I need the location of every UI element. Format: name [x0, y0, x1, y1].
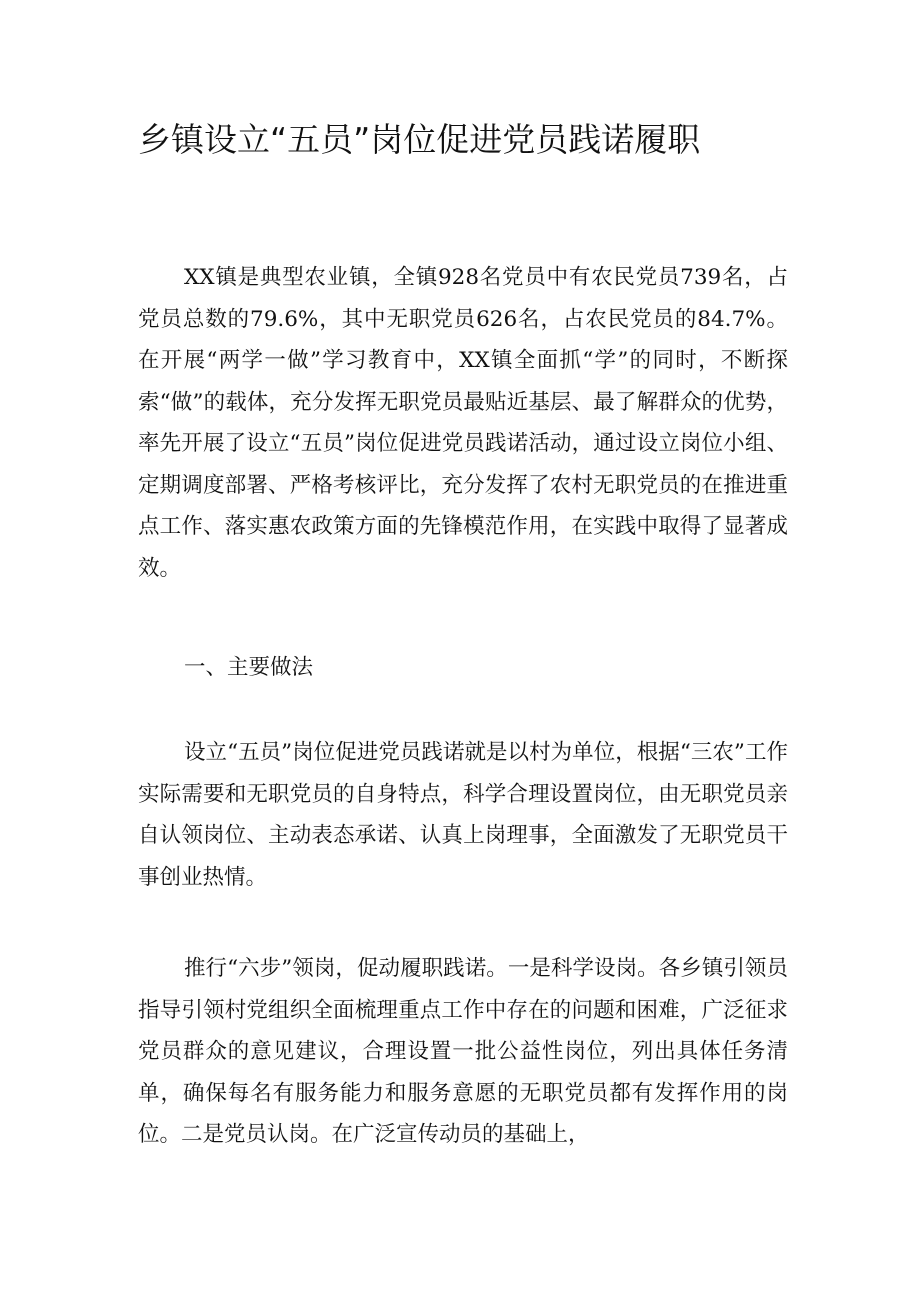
body-paragraph: 设立“五员”岗位促进党员践诺就是以村为单位，根据“三农”工作实际需要和无职党员的自身特点，科学合理设置岗位，由无职党员亲自认领岗位、主动表态承诺、认真上岗理事，全面激发了无职党员干事创业热情。: [138, 740, 788, 890]
body-paragraph: 推行“六步”领岗，促动履职践诺。一是科学设岗。各乡镇引领员指导引领村党组织全面梳理重点工作中存在的问题和困难，广泛征求党员群众的意见建议，合理设置一批公益性岗位，列出具体任务清单，确保每名有服务能力和服务意愿的无职党员都有发挥作用的岗位。二是党员认岗。在广泛宣传动员的基础上，: [138, 956, 788, 1147]
section-heading: 一、主要做法: [184, 655, 314, 680]
intro-paragraph: XX镇是典型农业镇，全镇928名党员中有农民党员739名，占党员总数的79.6%，其中无职党员626名，占农民党员的84.7%。在开展“两学一做”学习教育中，XX镇全面抓“学”的同时，不断探索“做”的载体，充分发挥无职党员最贴近基层、最了解群众的优势，率先开展了设立“五员”岗位促进党员践诺活动，通过设立岗位小组、定期调度部署、严格考核评比，充分发挥了农村无职党员的在推进重点工作、落实惠农政策方面的先锋模范作用，在实践中取得了显著成效。: [138, 265, 788, 581]
document-title: 乡镇设立“五员”岗位促进党员践诺履职: [138, 120, 701, 159]
